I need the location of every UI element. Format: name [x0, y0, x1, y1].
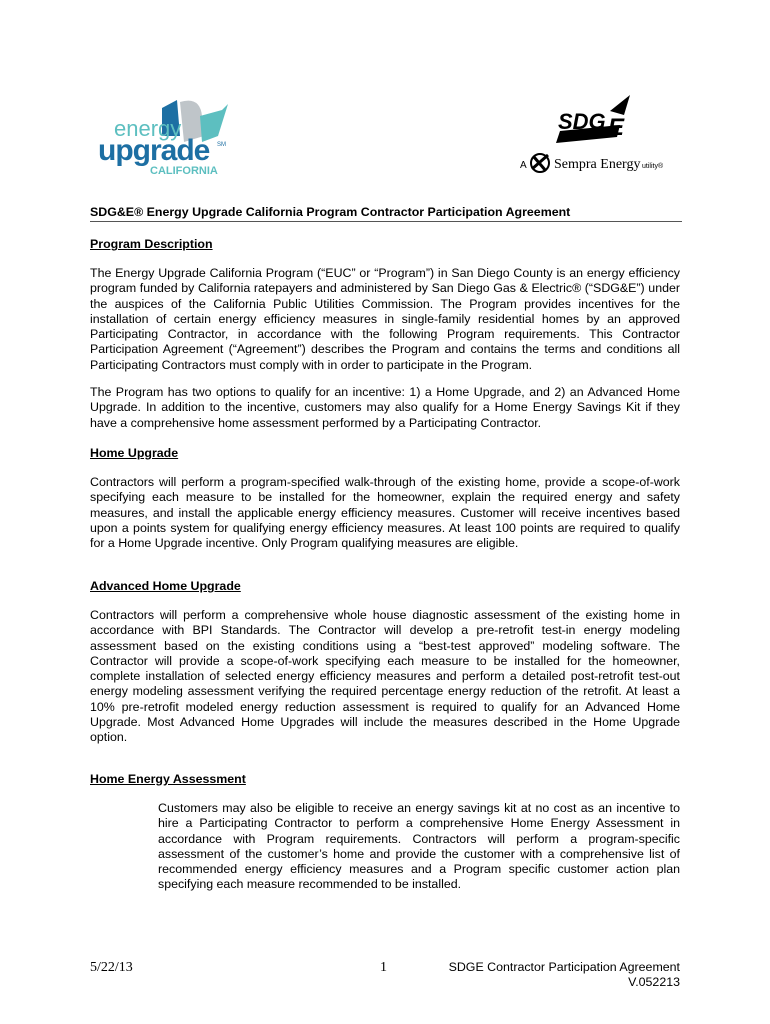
paragraph: The Program has two options to qualify for an incentive: 1) a Home Upgrade, and 2) an Advanced Home Upgrade. In addition to the incentive, customers may also qualify for a Home Energy Savings Kit if they have a comprehensive home assessment performed by a Participating Contractor.	[90, 385, 680, 430]
footer-version: V.052213	[628, 975, 680, 990]
section-heading: Home Energy Assessment	[90, 772, 246, 786]
paragraph: Customers may also be eligible to receive an energy savings kit at no cost as an incentive to hire a Participating Contractor to perform a comprehensive Home Energy Assessment in accordance with Program requirements. Contractors will perform a program-specific assessment of the customer’s home and provide the customer with a comprehensive list of recommended energy efficiency measures and a Program specific customer action plan specifying each measure recommended to be installed.	[158, 801, 680, 892]
svg-text:Sempra Energy: Sempra Energy	[554, 157, 641, 172]
svg-text:energy: energy	[114, 116, 182, 141]
svg-text:upgrade: upgrade	[98, 134, 210, 167]
energy-upgrade-california-logo	[92, 96, 242, 178]
svg-text:SM: SM	[217, 142, 226, 148]
page-number: 1	[380, 960, 387, 975]
footer-doc-title: SDGE Contractor Participation Agreement	[448, 960, 680, 974]
section-heading: Advanced Home Upgrade	[90, 579, 241, 593]
section-heading: Home Upgrade	[90, 446, 179, 460]
section-heading: Program Description	[90, 237, 213, 251]
paragraph: Contractors will perform a comprehensive whole house diagnostic assessment of the existing home in accordance with BPI Standards. The Contractor will develop a pre-retrofit test-in energy modeling assessment based on the existing conditions using a “best-test approved” modeling software. The Contractor will provide a scope-of-work specifying each measure to be installed for the homeowner, complete installation of selected energy efficiency measures and perform a detailed post-retrofit test-out energy modeling assessment verifying the required percentage energy reduction of the retrofit. At least a 10% pre-retrofit modeled energy reduction assessment is required to qualify for an Advanced Home Upgrade. Most Advanced Home Upgrades will include the measures described in the Home Upgrade option.	[90, 608, 680, 745]
paragraph: Contractors will perform a program-specified walk-through of the existing home, provide a scope-of-work specifying each measure to be installed for the homeowner, explain the required energy and safety measures, and install the applicable energy efficiency measures. Customer will receive incentives based upon a points system for qualifying energy efficiency measures. At least 100 points are required to qualify for a Home Upgrade incentive. Only Program qualifying measures are eligible.	[90, 475, 680, 551]
svg-text:utility®: utility®	[642, 163, 664, 170]
paragraph: The Energy Upgrade California Program (“EUC” or “Program”) in San Diego County is an energy efficiency program funded by California ratepayers and administered by San Diego Gas & Electric® (“SDG&E”) under the auspices of the California Public Utilities Commission. The Program provides incentives for the installation of certain energy efficiency measures in single-family residential homes by an approved Participating Contractor, in accordance with the following Program requirements. This Contractor Participation Agreement (“Agreement”) describes the Program and contains the terms and conditions all Participating Contractors must comply with in order to participate in the Program.	[90, 266, 680, 372]
svg-text:A: A	[520, 160, 527, 171]
svg-text:SDG: SDG	[558, 109, 606, 134]
document-title: SDG&E® Energy Upgrade California Program Contractor Participation Agreement	[90, 205, 682, 222]
svg-text:CALIFORNIA: CALIFORNIA	[150, 165, 218, 177]
footer-date: 5/22/13	[90, 960, 133, 975]
footer-doc-info	[449, 960, 680, 991]
svg-text:E: E	[608, 114, 625, 141]
sdge-sempra-logo	[520, 93, 670, 181]
